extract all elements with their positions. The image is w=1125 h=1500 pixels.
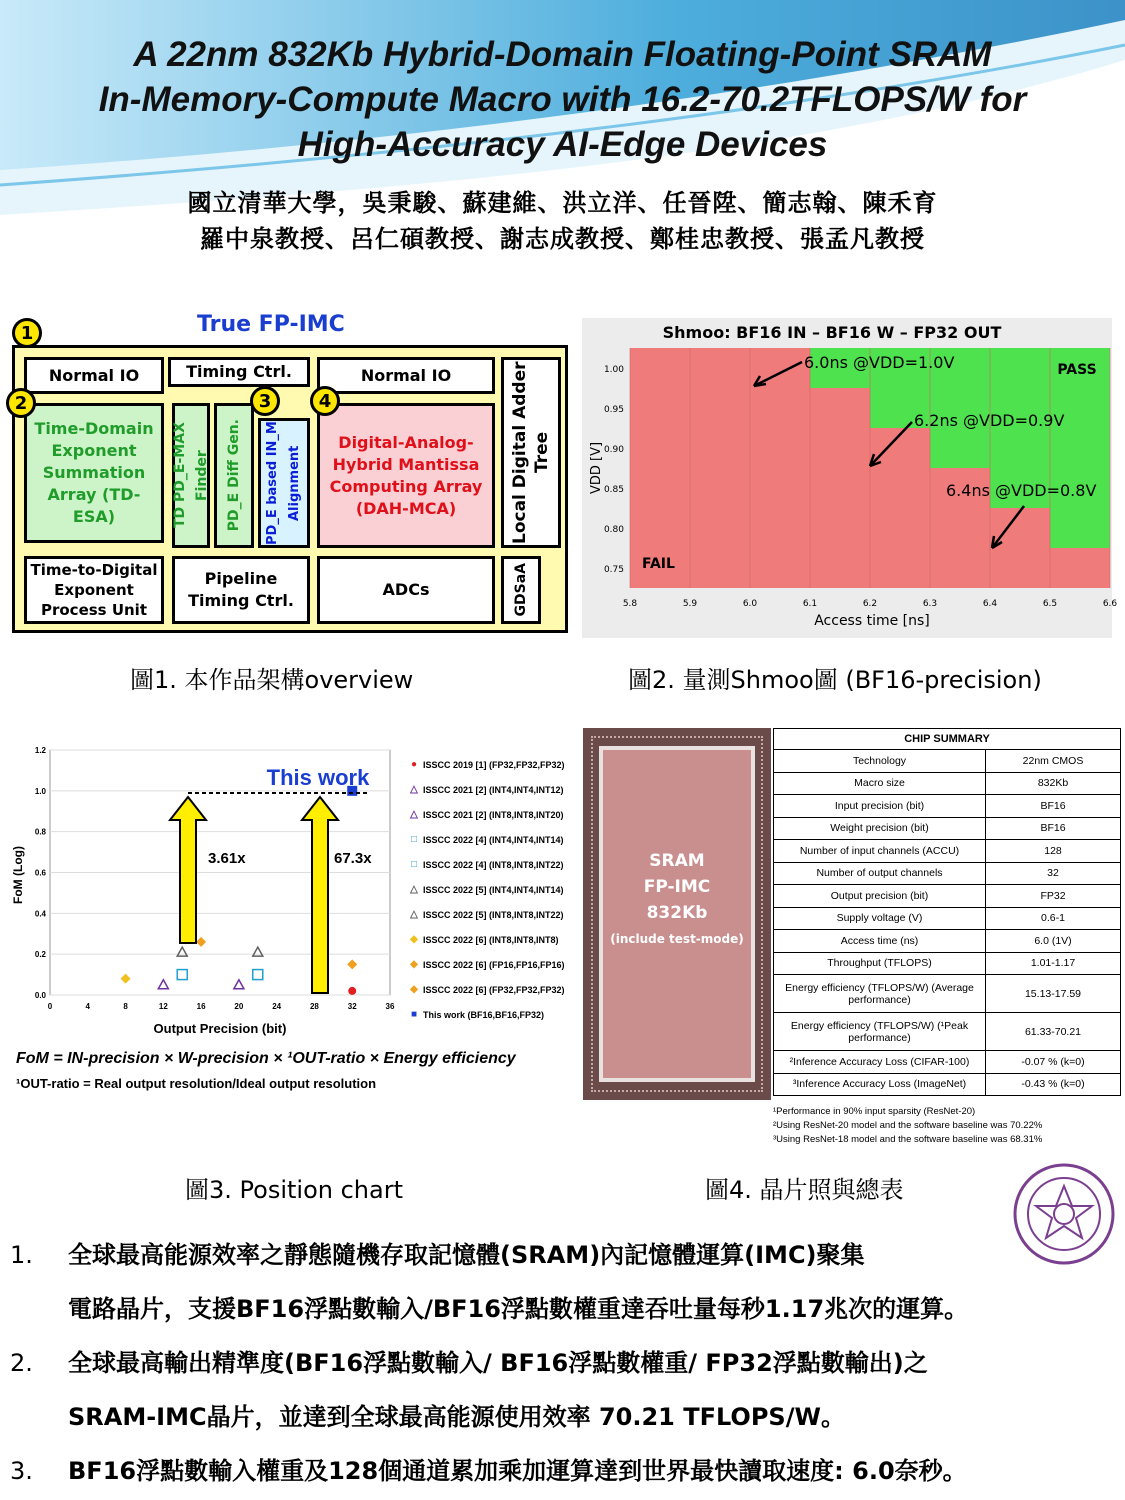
table-value: 22nm CMOS bbox=[986, 750, 1121, 773]
highlight-text: 電路晶片，支援BF16浮點數輸入/BF16浮點數權重達吞吐量每秒1.17兆次的運算。 bbox=[68, 1295, 969, 1323]
table-param: Macro size bbox=[774, 772, 986, 795]
table-param: Supply voltage (V) bbox=[774, 907, 986, 930]
fail-cell bbox=[990, 548, 1050, 588]
fail-cell bbox=[870, 508, 930, 548]
fail-cell bbox=[750, 548, 810, 588]
highlight-text: BF16浮點數輸入權重及128個通道累加乘加運算達到世界最快讀取速度: 6.0奈秒。 bbox=[68, 1457, 967, 1485]
shmoo-ytick: 1.00 bbox=[603, 365, 624, 375]
fail-cell bbox=[690, 508, 750, 548]
normal-io-left: Normal IO bbox=[24, 357, 164, 394]
shmoo-ytick: 0.75 bbox=[603, 565, 624, 575]
badge-4: 4 bbox=[310, 386, 340, 416]
fail-cell bbox=[930, 508, 990, 548]
fail-cell bbox=[630, 428, 690, 468]
fig1-title: True FP-IMC bbox=[197, 312, 345, 337]
timing-ctrl: Timing Ctrl. bbox=[168, 357, 310, 387]
fom-ytick: 1.2 bbox=[34, 746, 46, 755]
fail-cell bbox=[990, 508, 1050, 548]
table-value: 128 bbox=[986, 840, 1121, 863]
highlight-line bbox=[10, 1390, 1120, 1444]
fail-cell bbox=[870, 548, 930, 588]
highlight-text: 全球最高輸出精準度(BF16浮點數輸入/ BF16浮點數權重/ FP32浮點數輸出)之 bbox=[68, 1349, 928, 1377]
local-adder-tree-block: Local Digital Adder Tree bbox=[501, 357, 561, 548]
pass-cell bbox=[1050, 508, 1110, 548]
legend-label: ISSCC 2022 [6] (FP16,FP16,FP16) bbox=[423, 959, 565, 970]
legend-label: ISSCC 2022 [5] (INT4,INT4,INT14) bbox=[423, 884, 564, 895]
fig3-chart bbox=[10, 745, 405, 1045]
legend-item bbox=[408, 852, 583, 877]
fail-cell bbox=[810, 428, 870, 468]
shmoo-ylabel: VDD [V] bbox=[589, 441, 604, 495]
annotation-3: 6.4ns @VDD=0.8V bbox=[946, 481, 1097, 500]
legend-label: ISSCC 2022 [4] (INT8,INT8,INT22) bbox=[423, 859, 564, 870]
fail-cell bbox=[810, 508, 870, 548]
legend-label: ISSCC 2019 [1] (FP32,FP32,FP32) bbox=[423, 759, 565, 770]
shmoo-xtick: 5.9 bbox=[682, 599, 698, 609]
legend-marker: ■ bbox=[410, 1009, 418, 1020]
table-param: Energy efficiency (TFLOPS/W) (Average performance) bbox=[774, 975, 986, 1013]
fom-point bbox=[348, 987, 356, 995]
legend-item bbox=[408, 777, 583, 802]
fail-cell bbox=[810, 468, 870, 508]
table-row bbox=[774, 795, 1121, 818]
legend-label: ISSCC 2022 [6] (FP32,FP32,FP32) bbox=[423, 984, 565, 995]
fail-cell bbox=[750, 508, 810, 548]
td-esa-block: Time-Domain Exponent Summation Array (TD-ESA) bbox=[24, 403, 164, 543]
table-value: 832Kb bbox=[986, 772, 1121, 795]
this-work-label: This work bbox=[266, 765, 370, 790]
fom-ytick: 0.2 bbox=[34, 950, 46, 960]
shmoo-ytick: 0.90 bbox=[603, 445, 624, 455]
legend-item bbox=[408, 927, 583, 952]
pipeline-timing-block: Pipeline Timing Ctrl. bbox=[172, 556, 310, 624]
fail-cell bbox=[810, 388, 870, 428]
pass-cell bbox=[1050, 428, 1110, 468]
fail-cell bbox=[750, 428, 810, 468]
table-row bbox=[774, 840, 1121, 863]
table-value: -0.43 % (k=0) bbox=[986, 1073, 1121, 1096]
fail-cell bbox=[690, 428, 750, 468]
fom-ytick: 0.6 bbox=[34, 868, 46, 878]
fom-formula: FoM = IN-precision × W-precision × ¹OUT-ratio × Energy efficiency bbox=[16, 1050, 516, 1067]
highlight-line bbox=[10, 1228, 1120, 1282]
fail-cell bbox=[690, 348, 750, 388]
fail-cell bbox=[1050, 548, 1110, 588]
table-value: 15.13-17.59 bbox=[986, 975, 1121, 1013]
pass-label: PASS bbox=[1057, 362, 1097, 378]
fail-cell bbox=[690, 388, 750, 428]
legend-marker: ◆ bbox=[410, 984, 418, 995]
fom-scatter bbox=[10, 745, 405, 1045]
table-param: Energy efficiency (TFLOPS/W) (¹Peak performance) bbox=[774, 1013, 986, 1051]
ratio-2: 67.3x bbox=[334, 850, 372, 867]
pass-cell bbox=[990, 348, 1050, 388]
chip-frame bbox=[12, 345, 568, 633]
fail-cell bbox=[630, 388, 690, 428]
gdsaa-block: GDSaA bbox=[501, 556, 541, 624]
table-value: FP32 bbox=[986, 885, 1121, 908]
table-param: Weight precision (bit) bbox=[774, 817, 986, 840]
table-param: Throughput (TFLOPS) bbox=[774, 952, 986, 975]
table-value: 32 bbox=[986, 862, 1121, 885]
poster-title: A 22nm 832Kb Hybrid-Domain Floating-Point SRAM In-Memory-Compute Macro with 16.2-70.2TFLOPS/W for High-Accuracy AI-Edge Devices bbox=[98, 35, 1027, 164]
table-param: Access time (ns) bbox=[774, 930, 986, 953]
legend-marker: ● bbox=[410, 759, 418, 770]
shmoo-xtick: 6.5 bbox=[1042, 599, 1058, 609]
dah-mca-block: Digital-Analog-Hybrid Mantissa Computing Array (DAH-MCA) bbox=[317, 403, 495, 548]
badge-2: 2 bbox=[6, 388, 36, 418]
shmoo-plot bbox=[582, 318, 1118, 638]
shmoo-ytick: 0.80 bbox=[603, 525, 624, 535]
shmoo-xtick: 5.8 bbox=[622, 599, 638, 609]
table-row bbox=[774, 975, 1121, 1013]
fail-cell bbox=[750, 388, 810, 428]
shmoo-xtick: 6.2 bbox=[862, 599, 878, 609]
highlights-list bbox=[10, 1228, 1120, 1498]
legend-item bbox=[408, 977, 583, 1002]
table-param: ²Inference Accuracy Loss (CIFAR-100) bbox=[774, 1051, 986, 1074]
fig1-architecture bbox=[12, 312, 572, 637]
legend-label: This work (BF16,BF16,FP32) bbox=[423, 1009, 545, 1020]
table-param: Number of input channels (ACCU) bbox=[774, 840, 986, 863]
fail-cell bbox=[750, 348, 810, 388]
fom-xtick: 32 bbox=[347, 1002, 357, 1011]
highlight-text: SRAM-IMC晶片，並達到全球最高能源使用效率 70.21 TFLOPS/W。 bbox=[68, 1403, 845, 1431]
fom-xtick: 24 bbox=[272, 1002, 282, 1011]
fail-cell bbox=[690, 548, 750, 588]
fail-cell bbox=[930, 548, 990, 588]
chip-label: SRAM FP-IMC 832Kb (include test-mode) bbox=[610, 851, 744, 946]
fom-xtick: 12 bbox=[158, 1002, 168, 1011]
table-row bbox=[774, 930, 1121, 953]
fom-xlabel: Output Precision (bit) bbox=[153, 1021, 287, 1036]
legend-item bbox=[408, 902, 583, 927]
table-param: Number of output channels bbox=[774, 862, 986, 885]
legend-marker: ◆ bbox=[410, 934, 418, 945]
table-row bbox=[774, 952, 1121, 975]
table-param: Input precision (bit) bbox=[774, 795, 986, 818]
shmoo-ytick: 0.85 bbox=[603, 485, 624, 495]
table-value: BF16 bbox=[986, 795, 1121, 818]
fail-cell bbox=[690, 468, 750, 508]
legend-marker: □ bbox=[410, 834, 418, 845]
fig2-shmoo bbox=[582, 318, 1118, 638]
table-row bbox=[774, 750, 1121, 773]
legend-label: ISSCC 2022 [5] (INT8,INT8,INT22) bbox=[423, 909, 564, 920]
fom-xtick: 4 bbox=[85, 1002, 91, 1011]
table-value: 0.6-1 bbox=[986, 907, 1121, 930]
highlight-line bbox=[10, 1282, 1120, 1336]
legend-item bbox=[408, 952, 583, 977]
fig3-caption: 圖3. Position chart bbox=[185, 1176, 403, 1204]
shmoo-title: Shmoo: BF16 IN – BF16 W – FP32 OUT bbox=[662, 323, 1002, 342]
fail-cell bbox=[810, 548, 870, 588]
shmoo-xtick: 6.6 bbox=[1102, 599, 1118, 609]
highlight-number bbox=[10, 1390, 68, 1444]
shmoo-ytick: 0.95 bbox=[603, 405, 624, 415]
table-value: 1.01-1.17 bbox=[986, 952, 1121, 975]
ratio-1: 3.61x bbox=[208, 850, 246, 867]
fom-xtick: 8 bbox=[123, 1002, 128, 1011]
highlight-number: 3. bbox=[10, 1457, 33, 1485]
table-row bbox=[774, 885, 1121, 908]
legend-marker: △ bbox=[410, 884, 418, 895]
legend-label: ISSCC 2022 [6] (INT8,INT8,INT8) bbox=[423, 934, 559, 945]
highlight-number bbox=[10, 1282, 68, 1336]
table-row bbox=[774, 1013, 1121, 1051]
legend-item bbox=[408, 1002, 583, 1027]
legend-label: ISSCC 2022 [4] (INT4,INT4,INT14) bbox=[423, 834, 564, 845]
fail-cell bbox=[630, 508, 690, 548]
table-value: BF16 bbox=[986, 817, 1121, 840]
table-value: 6.0 (1V) bbox=[986, 930, 1121, 953]
tdepu-block: Time-to-Digital Exponent Process Unit bbox=[24, 556, 164, 624]
shmoo-xtick: 6.0 bbox=[742, 599, 758, 609]
chip-photo bbox=[583, 728, 771, 1100]
shmoo-xlabel: Access time [ns] bbox=[814, 613, 930, 629]
highlight-text: 全球最高能源效率之靜態隨機存取記憶體(SRAM)內記憶體運算(IMC)聚集 bbox=[68, 1241, 865, 1269]
legend-item bbox=[408, 877, 583, 902]
fom-footnote: ¹OUT-ratio = Real output resolution/Ideal output resolution bbox=[16, 1076, 377, 1091]
fom-xtick: 20 bbox=[234, 1002, 244, 1011]
fom-legend bbox=[408, 752, 583, 1027]
badge-1: 1 bbox=[12, 318, 42, 348]
legend-marker: △ bbox=[410, 784, 418, 795]
fom-ytick: 0.8 bbox=[34, 827, 46, 837]
normal-io-right: Normal IO bbox=[317, 357, 495, 394]
fig2-caption: 圖2. 量測Shmoo圖 (BF16-precision) bbox=[628, 666, 1042, 694]
legend-item bbox=[408, 827, 583, 852]
legend-marker: □ bbox=[410, 859, 418, 870]
shmoo-xtick: 6.3 bbox=[922, 599, 938, 609]
legend-item bbox=[408, 752, 583, 777]
table-row bbox=[774, 907, 1121, 930]
fom-ytick: 1.0 bbox=[34, 786, 46, 796]
shmoo-xtick: 6.1 bbox=[802, 599, 818, 609]
fom-xtick: 28 bbox=[309, 1002, 319, 1011]
highlight-line bbox=[10, 1336, 1120, 1390]
shmoo-xtick: 6.4 bbox=[982, 599, 998, 609]
table-param: Output precision (bit) bbox=[774, 885, 986, 908]
table-param: ³Inference Accuracy Loss (ImageNet) bbox=[774, 1073, 986, 1096]
legend-marker: ◆ bbox=[410, 959, 418, 970]
table-row bbox=[774, 817, 1121, 840]
table-param: Technology bbox=[774, 750, 986, 773]
fig1-caption: 圖1. 本作品架構overview bbox=[130, 666, 414, 694]
fig4-caption: 圖4. 晶片照與總表 bbox=[705, 1176, 904, 1204]
fom-ytick: 0.0 bbox=[34, 991, 46, 1000]
badge-3: 3 bbox=[250, 386, 280, 416]
fail-label: FAIL bbox=[642, 556, 675, 572]
highlight-number: 2. bbox=[10, 1349, 33, 1377]
legend-label: ISSCC 2021 [2] (INT4,INT4,INT12) bbox=[423, 784, 564, 795]
fom-xtick: 0 bbox=[47, 1002, 53, 1011]
highlight-line bbox=[10, 1444, 1120, 1498]
legend-label: ISSCC 2021 [2] (INT8,INT8,INT20) bbox=[423, 809, 564, 820]
adcs-block: ADCs bbox=[317, 556, 495, 624]
fail-cell bbox=[750, 468, 810, 508]
table-row bbox=[774, 1051, 1121, 1074]
annotation-1: 6.0ns @VDD=1.0V bbox=[804, 353, 955, 372]
legend-marker: △ bbox=[410, 909, 418, 920]
fail-cell bbox=[630, 348, 690, 388]
highlight-number: 1. bbox=[10, 1241, 33, 1269]
table-footnotes: ¹Performance in 90% input sparsity (ResNet-20) ²Using ResNet-20 model and the software baseline was 70.22% ³Using ResNet-18 model and the software baseline was 68.31% bbox=[773, 1106, 1043, 1145]
annotation-2: 6.2ns @VDD=0.9V bbox=[914, 411, 1065, 430]
chip-summary-table bbox=[773, 728, 1121, 1096]
pass-cell bbox=[930, 428, 990, 468]
table-row bbox=[774, 1073, 1121, 1096]
table-row bbox=[774, 862, 1121, 885]
fom-ytick: 0.4 bbox=[34, 909, 46, 919]
legend-marker: △ bbox=[410, 809, 418, 820]
fail-cell bbox=[870, 468, 930, 508]
fom-xtick: 16 bbox=[196, 1002, 206, 1011]
table-value: 61.33-70.21 bbox=[986, 1013, 1121, 1051]
table-title: CHIP SUMMARY bbox=[774, 729, 1121, 750]
fail-cell bbox=[630, 468, 690, 508]
td-pd-finder-block: TD PD_E-MAX Finder bbox=[172, 403, 210, 548]
fom-ylabel: FoM (Log) bbox=[11, 846, 25, 904]
fom-xtick: 36 bbox=[385, 1002, 395, 1011]
table-value: -0.07 % (k=0) bbox=[986, 1051, 1121, 1074]
legend-item bbox=[408, 802, 583, 827]
table-row bbox=[774, 772, 1121, 795]
authors: 國立清華大學，吳秉駿、蘇建維、洪立洋、任晉陞、簡志翰、陳禾育 羅中泉教授、呂仁碩教授、謝志成教授、鄭桂忠教授、張孟凡教授 bbox=[187, 189, 938, 253]
pd-alignment-block: PD_E based IN_M Alignment bbox=[258, 418, 310, 548]
pass-cell bbox=[990, 428, 1050, 468]
pd-diff-gen-block: PD_E Diff Gen. bbox=[214, 403, 254, 548]
